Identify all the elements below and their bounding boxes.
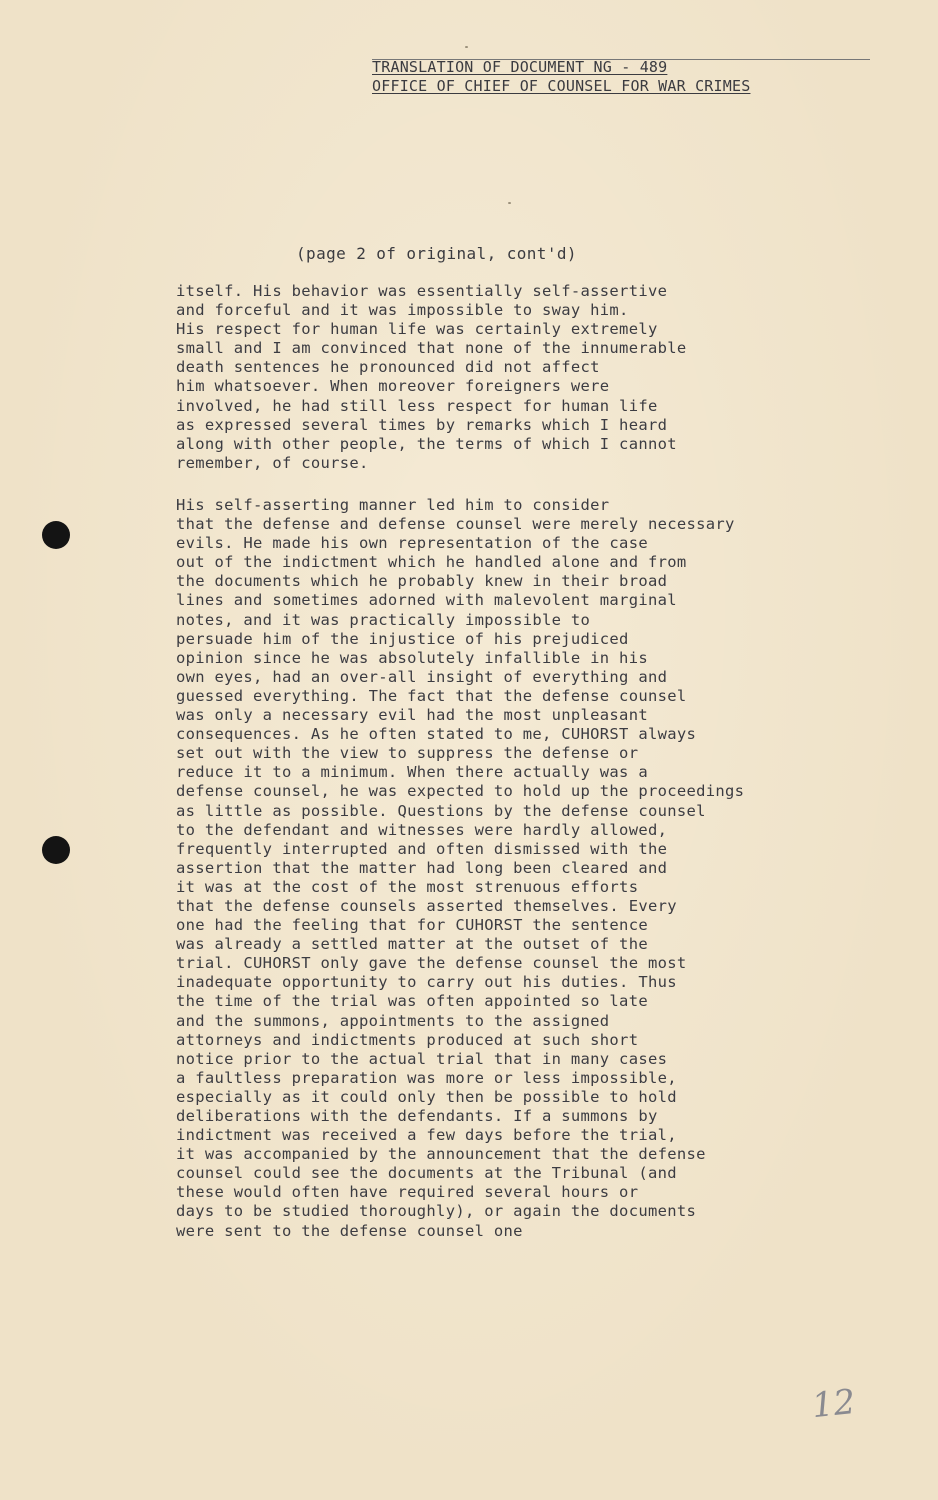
text-line: the time of the trial was often appointed so late [176, 992, 648, 1011]
text-line: deliberations with the defendants. If a summons by [176, 1107, 658, 1125]
text-line: notes, and it was practically impossible to [176, 610, 591, 629]
text-line: it was at the cost of the most strenuous efforts [176, 877, 639, 896]
text-line: lines and sometimes adorned with malevolent marginal [176, 591, 677, 610]
text-line: counsel could see the documents at the Tribunal (and [176, 1164, 677, 1183]
text-line: consequences. As he often stated to me, CUHORST always [176, 725, 697, 744]
text-line: and forceful and it was impossible to sway him. [176, 301, 629, 320]
text-line: remember, of course. [176, 453, 369, 472]
text-line: own eyes, had an over-all insight of everything and [176, 667, 668, 686]
text-line: His respect for human life was certainly extremely [176, 320, 658, 339]
punch-hole-icon [42, 521, 70, 549]
paragraph-2 [176, 496, 866, 1241]
text-line: His self-asserting manner led him to consider [176, 496, 610, 514]
text-line: opinion since he was absolutely infallible in his [176, 648, 648, 667]
text-line: attorneys and indictments produced at such short [176, 1030, 639, 1049]
text-line: inadequate opportunity to carry out his duties. Thus [176, 973, 677, 992]
text-line: set out with the view to suppress the defense or [176, 744, 639, 763]
document-header [372, 58, 872, 96]
text-line: that the defense and defense counsel were merely necessary [176, 515, 735, 534]
text-line: reduce it to a minimum. When there actually was a [176, 763, 648, 782]
text-line: evils. He made his own representation of the case [176, 534, 648, 553]
text-line: one had the feeling that for CUHORST the sentence [176, 916, 648, 935]
text-line: assertion that the matter had long been cleared and [176, 858, 668, 877]
paper-speck [508, 202, 511, 204]
text-line: these would often have required several hours or [176, 1183, 639, 1202]
text-line: and the summons, appointments to the assigned [176, 1011, 610, 1030]
text-line: to the defendant and witnesses were hardly allowed, [176, 820, 668, 839]
text-line: itself. His behavior was essentially self-assertive [176, 282, 668, 300]
text-line: guessed everything. The fact that the defense counsel [176, 686, 687, 705]
text-line: as expressed several times by remarks which I heard [176, 415, 668, 434]
text-line: a faultless preparation was more or less impossible, [176, 1068, 677, 1087]
text-line: defense counsel, he was expected to hold up the proceedings [176, 782, 745, 801]
text-line: as little as possible. Questions by the defense counsel [176, 801, 706, 820]
text-line: notice prior to the actual trial that in many cases [176, 1049, 668, 1068]
text-line: was only a necessary evil had the most unpleasant [176, 706, 648, 725]
header-line-translation: TRANSLATION OF DOCUMENT NG - 489 [372, 58, 668, 76]
text-line: was already a settled matter at the outset of the [176, 935, 648, 954]
text-line: that the defense counsels asserted themselves. Every [176, 896, 677, 915]
text-line: involved, he had still less respect for human life [176, 396, 658, 415]
text-line: him whatsoever. When moreover foreigners were [176, 377, 610, 396]
text-line: persuade him of the injustice of his prejudiced [176, 629, 629, 648]
text-line: trial. CUHORST only gave the defense counsel the most [176, 954, 687, 973]
text-line: frequently interrupted and often dismissed with the [176, 839, 668, 858]
text-line: especially as it could only then be possible to hold [176, 1087, 677, 1106]
text-line: death sentences he pronounced did not affect [176, 358, 600, 377]
text-line: along with other people, the terms of which I cannot [176, 434, 677, 453]
paper-speck [465, 46, 468, 48]
punch-hole-icon [42, 836, 70, 864]
paragraph-1 [176, 282, 866, 473]
text-line: out of the indictment which he handled alone and from [176, 553, 687, 572]
handwritten-page-number: 12 [810, 1381, 858, 1427]
text-line: days to be studied thoroughly), or again the documents [176, 1202, 697, 1221]
text-line: small and I am convinced that none of the innumerable [176, 339, 687, 358]
text-line: it was accompanied by the announcement that the defense [176, 1145, 706, 1164]
text-line: the documents which he probably knew in their broad [176, 572, 668, 591]
text-line: were sent to the defense counsel one [176, 1221, 523, 1240]
text-line: indictment was received a few days before the trial, [176, 1126, 677, 1145]
page-subheading: (page 2 of original, cont'd) [296, 244, 577, 263]
header-line-office: OFFICE OF CHIEF OF COUNSEL FOR WAR CRIMES [372, 77, 751, 95]
